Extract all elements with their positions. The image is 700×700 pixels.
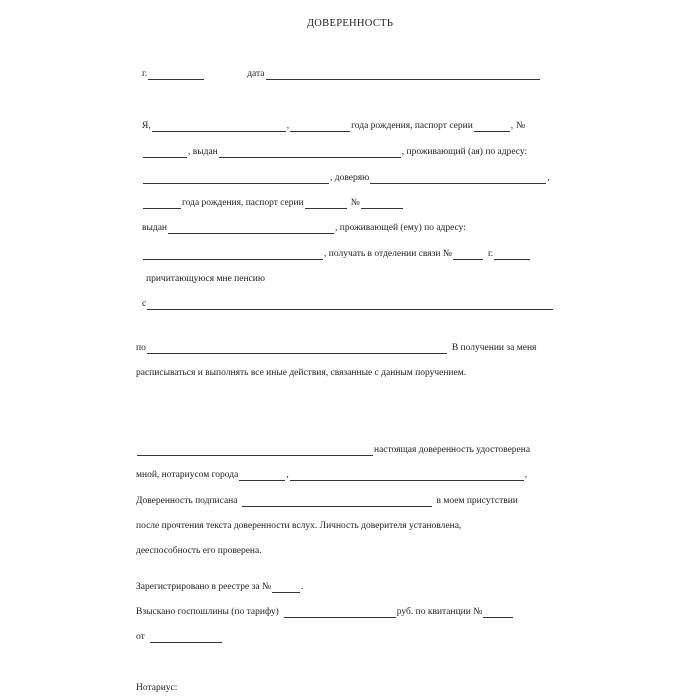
city-date-line: [142, 68, 541, 80]
in-receipt-label: В получении за меня: [451, 343, 537, 353]
comma: ,: [510, 121, 514, 131]
registered-label: Зарегистрировано в реестре за №: [136, 582, 272, 592]
agent-passport-series-blank[interactable]: [305, 198, 347, 209]
issued-by-blank[interactable]: [219, 147, 401, 158]
agent-name-blank[interactable]: [370, 173, 546, 184]
post-office-line: [142, 248, 531, 260]
from-date-label: от: [136, 632, 145, 642]
comma: ,: [524, 470, 528, 480]
to-line: [136, 342, 536, 354]
duty-collected-label: Взыскано госпошлины (по тарифу): [136, 607, 279, 617]
signed-by-label: Доверенность подписана: [136, 496, 238, 506]
birth-year-passport-label-2: года рождения, паспорт серии: [182, 198, 304, 208]
comma: ,: [286, 121, 290, 131]
post-office-city-blank[interactable]: [494, 249, 530, 260]
after-reading-text: после прочтения текста доверенности вслух. Личность доверителя установлена,: [136, 521, 462, 531]
certified-line: [136, 444, 530, 456]
notary-label: Нотариус:: [136, 683, 178, 693]
in-presence-label: в моем присутствии: [436, 496, 518, 506]
certification-date-blank[interactable]: [137, 445, 373, 456]
agent-birth-year-blank[interactable]: [143, 198, 181, 209]
agent-passport-number-blank[interactable]: [361, 198, 403, 209]
residing-label: , проживающий (ая) по адресу:: [401, 147, 528, 157]
agent-address-blank[interactable]: [143, 249, 323, 260]
principal-address-blank[interactable]: [143, 173, 329, 184]
entrust-label: , доверяю: [330, 173, 370, 183]
to-label: по: [136, 343, 146, 353]
pension-due-label: причитающуюся мне пенсию: [146, 274, 265, 284]
comma: ,: [547, 173, 550, 183]
duty-amount-blank[interactable]: [284, 607, 396, 618]
number-sign-2: №: [350, 198, 360, 208]
comma: ,: [286, 470, 289, 480]
issued-label: , выдан: [188, 147, 218, 157]
principal-line: [142, 120, 525, 132]
notary-city-label: мной, нотариусом города: [136, 470, 239, 480]
principal-name-blank[interactable]: [152, 121, 286, 132]
rub-receipt-label: руб. по квитанции №: [396, 607, 483, 617]
pension-line: [146, 273, 265, 285]
certified-label: настоящая доверенность удостоверена: [374, 445, 531, 455]
agent-issued-by-blank[interactable]: [168, 223, 334, 234]
post-office-number-blank[interactable]: [453, 249, 483, 260]
number-sign: №: [516, 121, 526, 131]
to-date-blank[interactable]: [147, 343, 447, 354]
capacity-text: дееспособность его проверена.: [136, 546, 262, 556]
signed-by-line: [136, 495, 518, 507]
notary-city-line: [136, 469, 527, 481]
date-label: дата: [247, 69, 265, 79]
issued-label-2: выдан: [142, 223, 168, 233]
signer-name-blank[interactable]: [242, 496, 432, 507]
agent-issued-line: [142, 222, 466, 234]
agent-passport-line: [142, 197, 404, 209]
notary-name-blank[interactable]: [290, 470, 524, 481]
from-line: [142, 298, 554, 310]
passport-series-blank[interactable]: [474, 121, 510, 132]
ya-label: Я,: [142, 121, 151, 131]
document-title: ДОВЕРЕННОСТЬ: [306, 18, 394, 29]
notary-city-blank[interactable]: [239, 470, 285, 481]
city-short-label: г.: [487, 249, 494, 259]
receipt-number-blank[interactable]: [483, 607, 513, 618]
notary-line: [136, 682, 177, 694]
receive-post-label: , получать в отделении связи №: [324, 249, 452, 259]
passport-number-blank[interactable]: [143, 147, 187, 158]
city-label: г.: [142, 69, 148, 79]
from-date-line: [136, 631, 223, 643]
sign-perform-line: [136, 367, 466, 379]
registered-line: Зарегистрировано в реестре за № .: [136, 582, 304, 592]
city-blank[interactable]: [148, 69, 204, 80]
sign-perform-text: расписываться и выполнять все иные действия, связанные с данным поручением.: [136, 368, 467, 378]
after-reading-line: [136, 520, 461, 532]
issued-line: [142, 146, 527, 158]
birth-year-passport-label: года рождения, паспорт серии: [351, 121, 473, 131]
address-entrust-line: [142, 172, 550, 184]
from-date-blank[interactable]: [147, 299, 553, 310]
date-blank[interactable]: [266, 69, 540, 80]
residing-emu-label: , проживающей (ему) по адресу:: [335, 223, 466, 233]
receipt-date-blank[interactable]: [150, 632, 222, 643]
duty-line: [136, 606, 514, 618]
principal-birth-year-blank[interactable]: [290, 121, 350, 132]
registry-number-blank[interactable]: [272, 582, 300, 593]
from-label: с: [142, 299, 147, 309]
capacity-line: [136, 545, 262, 557]
